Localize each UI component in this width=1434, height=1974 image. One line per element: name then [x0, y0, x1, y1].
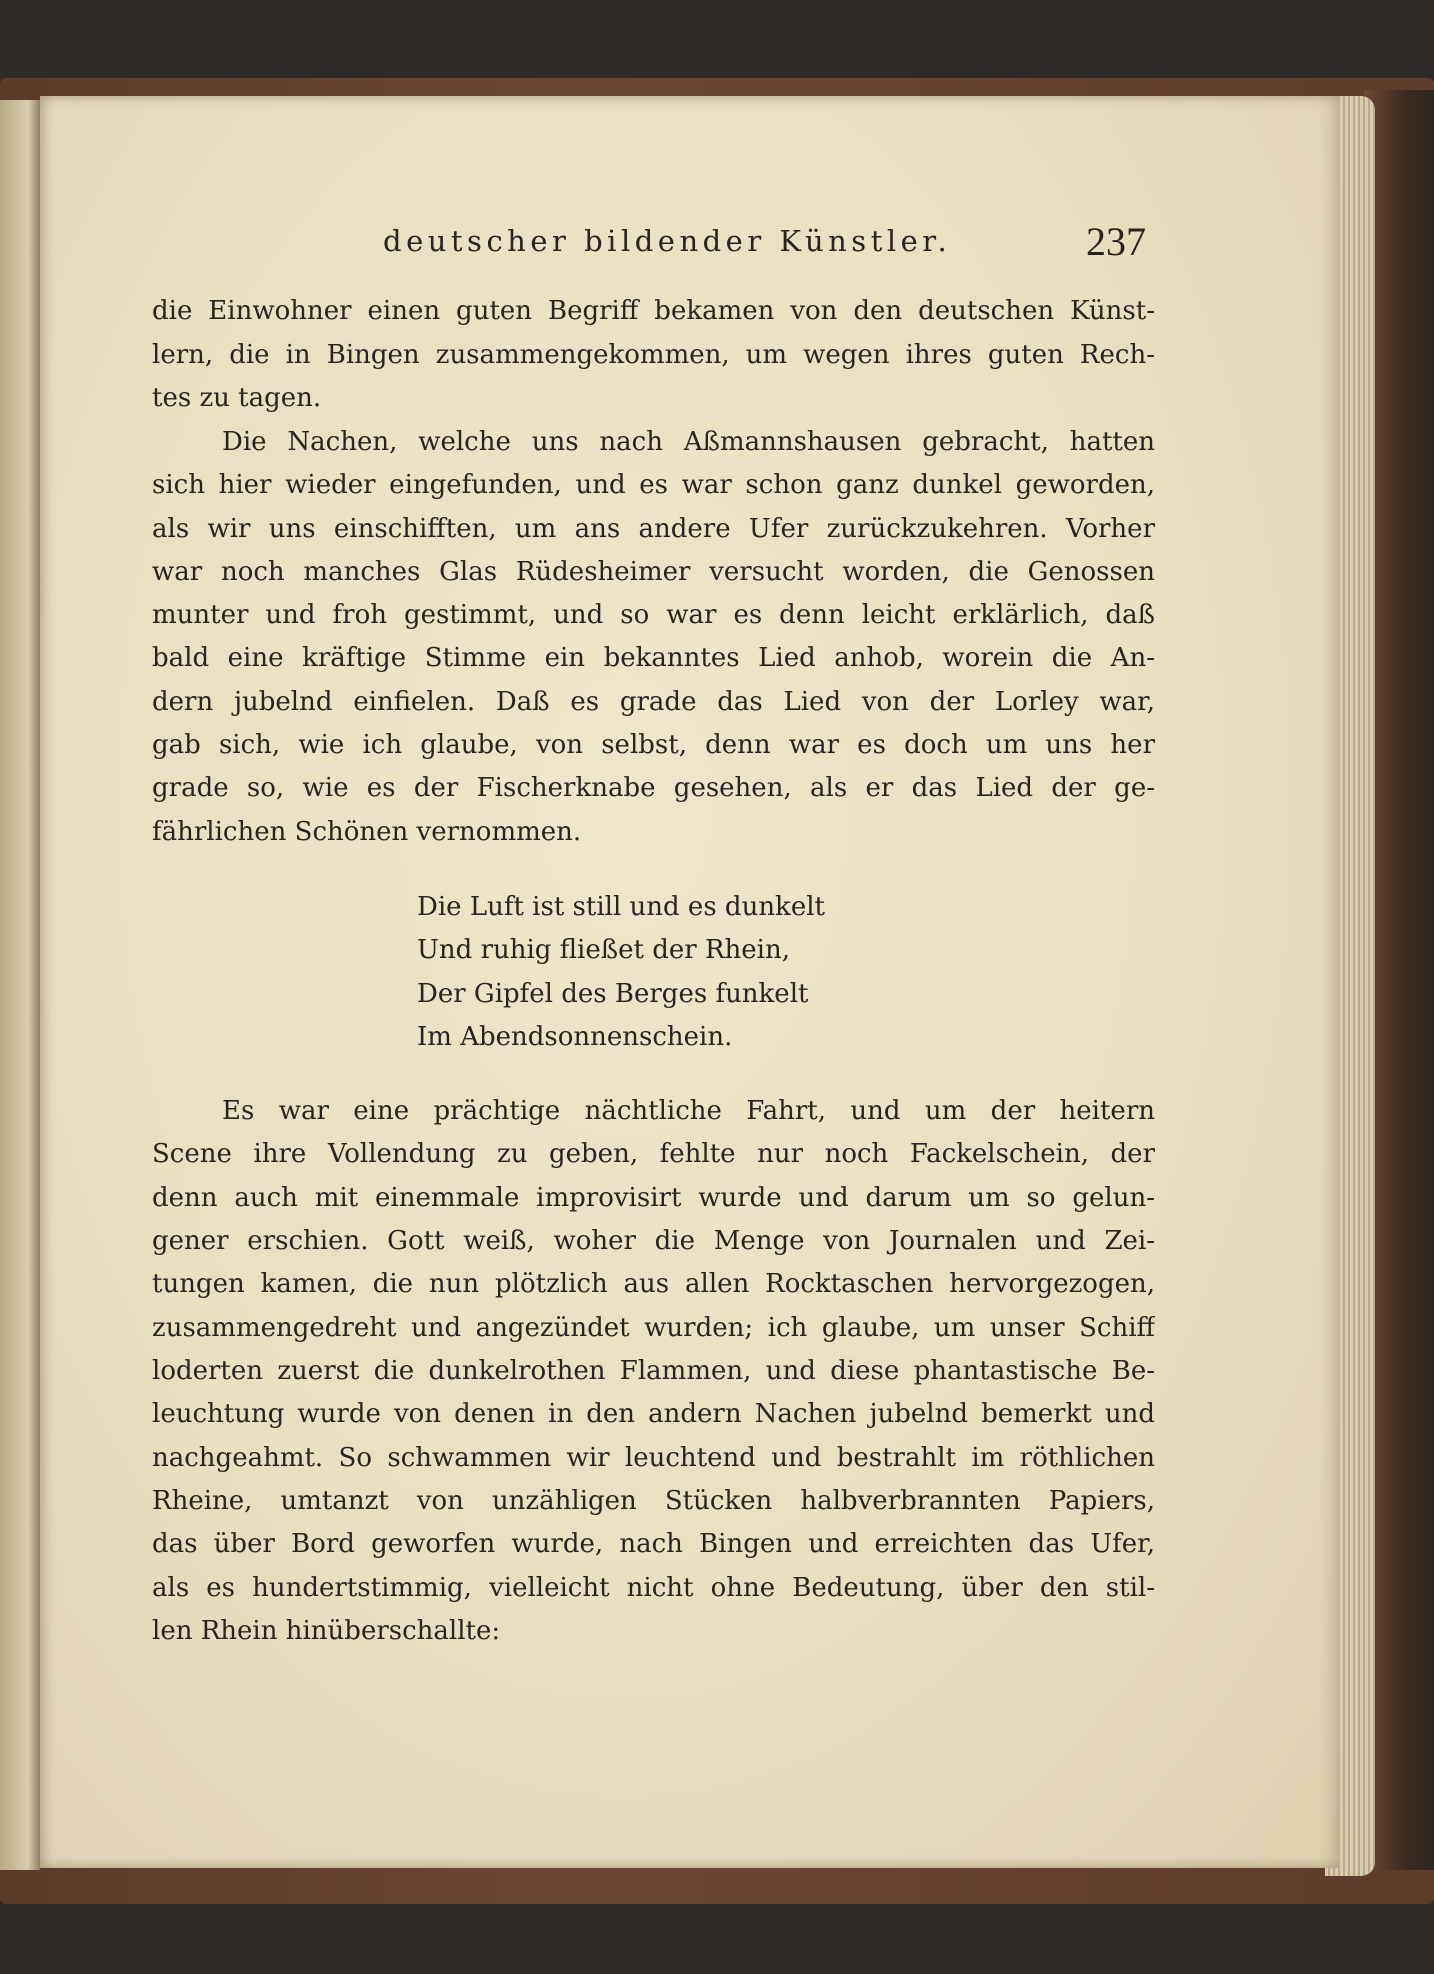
text-line: Rheine, umtanzt von unzähligen Stücken halbverbrannten Papiers, — [152, 1486, 1155, 1516]
text-line: die Einwohner einen guten Begriff bekamen von den deutschen Künst- — [152, 296, 1155, 326]
verse-line: Die Luft ist still und es dunkelt — [417, 892, 825, 922]
text-line: len Rhein hinüberschallte: — [152, 1616, 501, 1646]
text-line: gener erschien. Gott weiß, woher die Menge von Journalen und Zei- — [152, 1226, 1155, 1256]
text-line: nachgeahmt. So schwammen wir leuchtend und bestrahlt im röthlichen — [152, 1443, 1155, 1473]
text-line: sich hier wieder eingefunden, und es war schon ganz dunkel geworden, — [152, 470, 1155, 500]
text-line: grade so, wie es der Fischerknabe gesehen, als er das Lied der ge- — [152, 773, 1155, 803]
text-line: lern, die in Bingen zusammengekommen, um wegen ihres guten Rech- — [152, 340, 1155, 370]
text-line: als wir uns einschifften, um ans andere Ufer zurückzukehren. Vorher — [152, 514, 1155, 544]
left-page-edge — [0, 100, 40, 1870]
text-line: tes zu tagen. — [152, 383, 322, 413]
text-line: war noch manches Glas Rüdesheimer versucht worden, die Genossen — [152, 557, 1155, 587]
text-line: munter und froh gestimmt, und so war es denn leicht erklärlich, daß — [152, 600, 1155, 630]
text-line: fährlichen Schönen vernommen. — [152, 817, 582, 847]
verse-line: Im Abendsonnenschein. — [417, 1022, 733, 1052]
text-line: tungen kamen, die nun plötzlich aus allen Rocktaschen hervorgezogen, — [152, 1269, 1155, 1299]
text-line: bald eine kräftige Stimme ein bekanntes Lied anhob, worein die An- — [152, 643, 1155, 673]
text-line: leuchtung wurde von denen in den andern Nachen jubelnd bemerkt und — [152, 1399, 1155, 1429]
text-line: gab sich, wie ich glaube, von selbst, denn war es doch um uns her — [152, 730, 1155, 760]
text-line: Scene ihre Vollendung zu geben, fehlte nur noch Fackelschein, der — [152, 1139, 1155, 1169]
page-number: 237 — [1086, 219, 1146, 264]
text-line: denn auch mit einemmale improvisirt wurde und darum um so gelun- — [152, 1183, 1155, 1213]
text-line: Die Nachen, welche uns nach Aßmannshausen gebracht, hatten — [222, 427, 1155, 457]
text-line: loderten zuerst die dunkelrothen Flammen, und diese phantastische Be- — [152, 1356, 1155, 1386]
running-header: deutscher bildender Künstler. — [383, 224, 952, 258]
text-line: das über Bord geworfen wurde, nach Bingen und erreichten das Ufer, — [152, 1529, 1155, 1559]
verse-line: Und ruhig fließet der Rhein, — [417, 935, 790, 965]
text-line: zusammengedreht und angezündet wurden; ich glaube, um unser Schiff — [152, 1313, 1155, 1343]
text-line: Es war eine prächtige nächtliche Fahrt, und um der heitern — [222, 1096, 1155, 1126]
verse-line: Der Gipfel des Berges funkelt — [417, 979, 809, 1009]
text-line: dern jubelnd einfielen. Daß es grade das Lied von der Lorley war, — [152, 687, 1155, 717]
text-line: als es hundertstimmig, vielleicht nicht ohne Bedeutung, über den stil- — [152, 1573, 1155, 1603]
